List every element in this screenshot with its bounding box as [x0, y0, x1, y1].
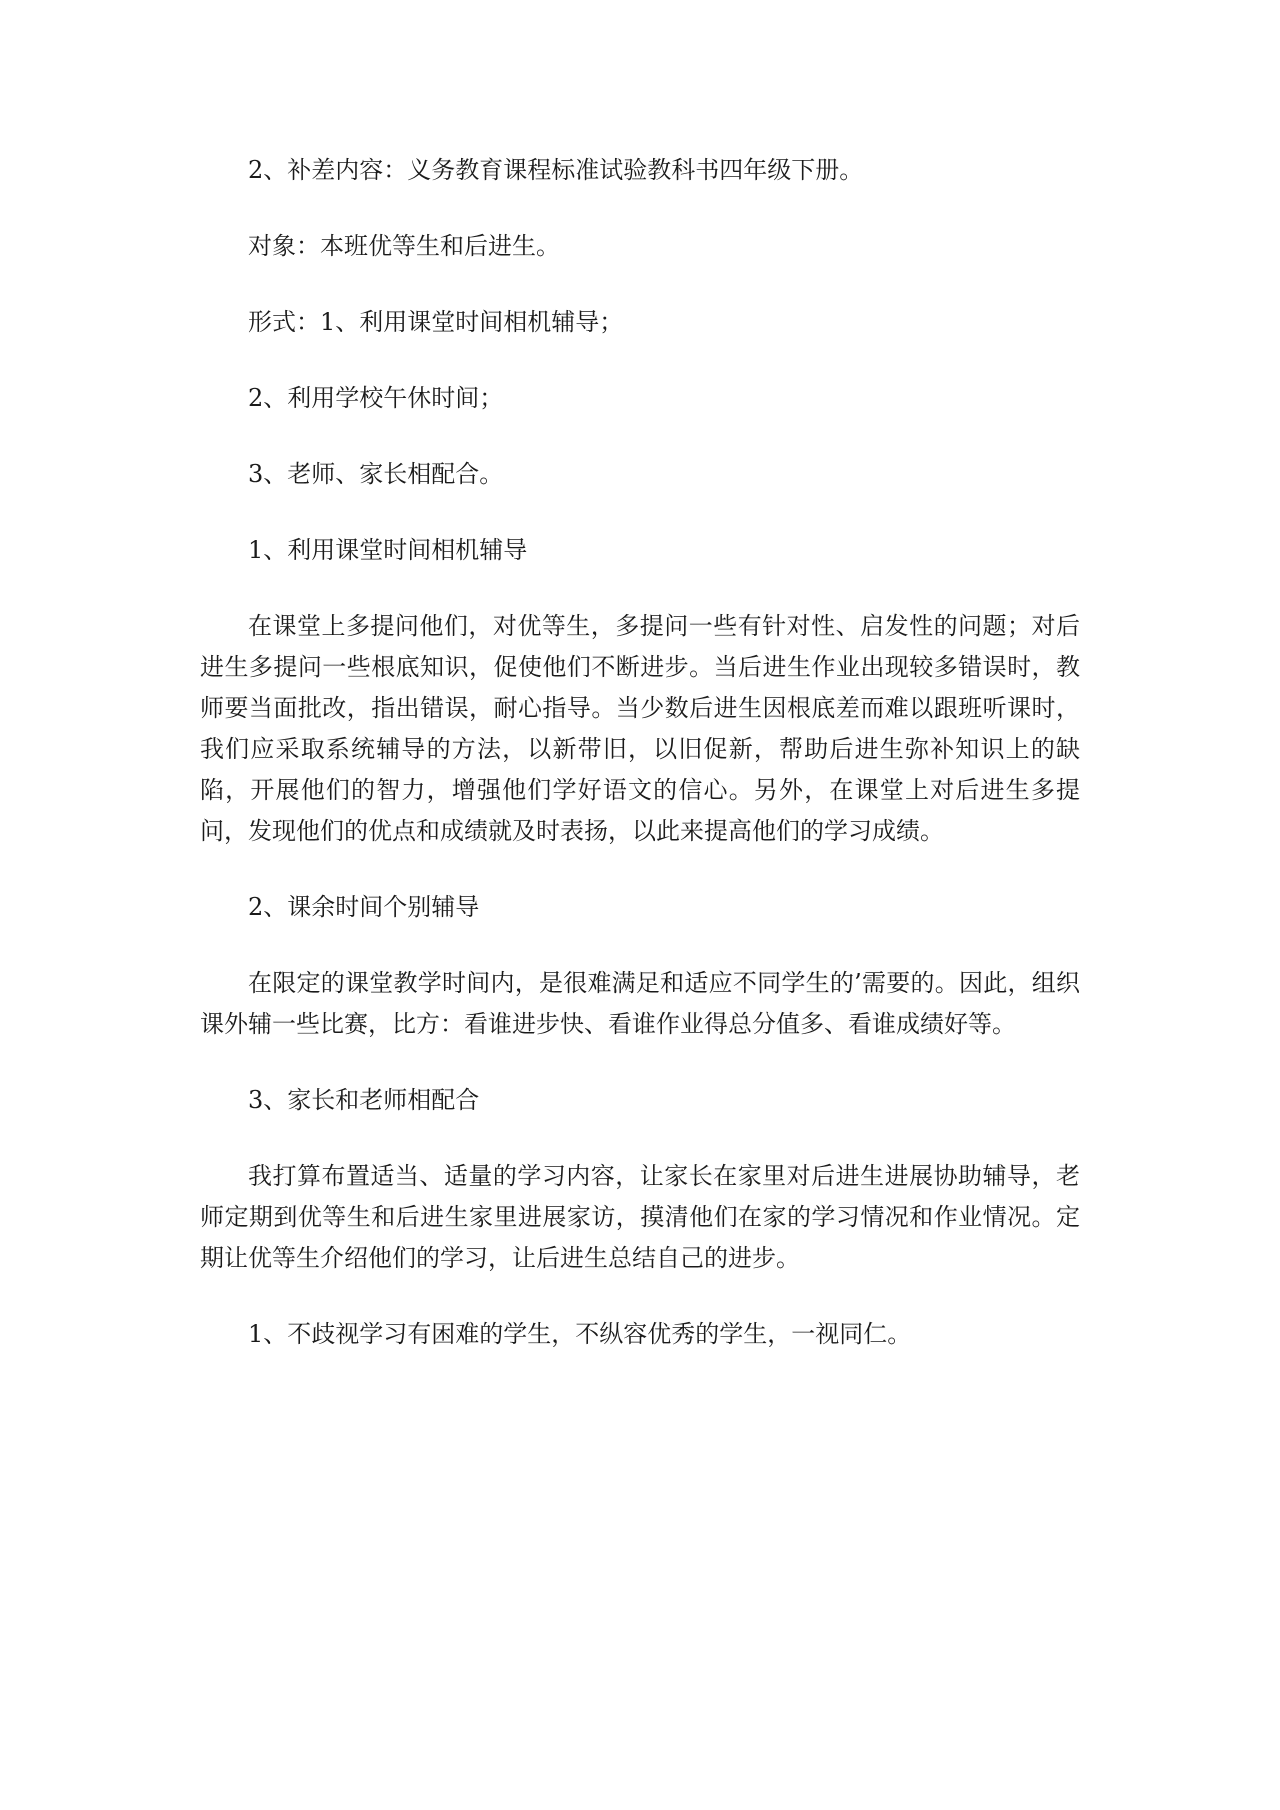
paragraph-classroom-tutoring: 在课堂上多提问他们，对优等生，多提问一些有针对性、启发性的问题；对后进生多提问一些根底知识，促使他们不断进步。当后进生作业出现较多错误时，教师要当面批改，指出错误，耐心指导。当少数后进生因根底差而难以跟班听课时，我们应采取系统辅导的方法，以新带旧，以旧促新，帮助后进生弥补知识上的缺陷，开展他们的智力，增强他们学好语文的信心。另外，在课堂上对后进生多提问，发现他们的优点和成绩就及时表扬，以此来提高他们的学习成绩。 [200, 612, 1080, 845]
document-body [200, 150, 1080, 1390]
paragraph-after-class-tutoring: 在限定的课堂教学时间内，是很难满足和适应不同学生的’需要的。因此，组织课外辅一些比赛，比方：看谁进步快、看谁作业得总分值多、看谁成绩好等。 [200, 969, 1080, 1038]
paragraph-parent-teacher: 我打算布置适当、适量的学习内容，让家长在家里对后进生进展协助辅导，老师定期到优等生和后进生家里进展家访，摸清他们在家的学习情况和作业情况。定期让优等生介绍他们的学习，让后进生总结自己的进步。 [200, 1162, 1080, 1272]
heading-parent-teacher: 3、家长和老师相配合 [248, 1086, 480, 1114]
paragraph-equal-treatment: 1、不歧视学习有困难的学生，不纵容优秀的学生，一视同仁。 [248, 1320, 912, 1348]
paragraph-target: 对象：本班优等生和后进生。 [248, 232, 560, 260]
paragraph-form-2: 2、利用学校午休时间； [248, 384, 504, 412]
paragraph-content: 2、补差内容：义务教育课程标准试验教科书四年级下册。 [248, 156, 864, 184]
paragraph-form-1: 形式：1、利用课堂时间相机辅导； [248, 308, 624, 336]
paragraph-form-3: 3、老师、家长相配合。 [248, 460, 504, 488]
heading-classroom-tutoring: 1、利用课堂时间相机辅导 [248, 536, 528, 564]
heading-after-class-tutoring: 2、课余时间个别辅导 [248, 893, 480, 921]
